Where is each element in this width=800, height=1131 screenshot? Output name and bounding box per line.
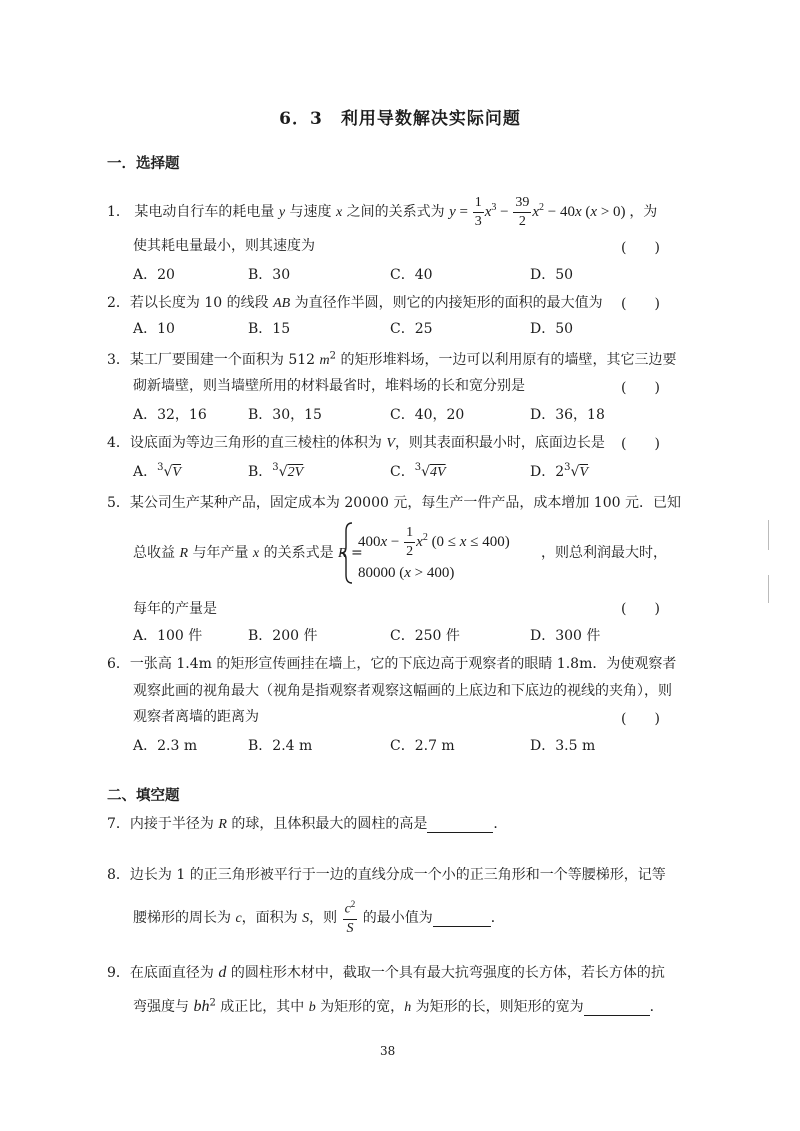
answer-paren: ( ): [621, 711, 660, 727]
piecewise-case-1: 400x − $\frac{1}{2}$ $x^2$ (0 ≤ x ≤ 400): [358, 525, 510, 559]
option-c: C．40: [390, 267, 433, 283]
question-2-text: 若以长度为 10 的线段 AB 为直径作半圆，则它的内接矩形的面积的最大值为: [129, 295, 603, 311]
fraction-one-third: $\frac{1}{3}$: [474, 195, 482, 229]
option-c: C．250 件: [390, 628, 460, 644]
question-8: 8．边长为 1 的正三角形被平行于一边的直线分成一个小的正三角形和一个等腰梯形，记等: [107, 867, 666, 883]
question-4: 4．设底面为等边三角形的直三棱柱的体积为 V，则其表面积最小时，底面边长是: [107, 435, 605, 451]
fraction-one-half: $\frac{1}{2}$: [406, 525, 414, 559]
question-8-line-2: 腰梯形的周长为 c，面积为 S，则 $\frac{c^2}{S}$ 的最小值为 ．: [133, 899, 505, 936]
option-d: D．36，18: [530, 407, 605, 423]
fraction-c2-over-s: $\frac{c^2}{S}$: [344, 899, 356, 936]
question-7: 7．内接于半径为 R 的球，且体积最大的圆柱的高是 ．: [107, 816, 508, 832]
fraction-39-half: $\frac{39}{2}$: [515, 195, 530, 229]
question-1-lead: 某电动自行车的耗电量 y 与速度 x 之间的关系式为: [134, 203, 445, 220]
option-a: A．20: [133, 267, 175, 283]
question-5-line-3: 每年的产量是: [133, 601, 217, 617]
answer-paren: ( ): [621, 296, 660, 312]
answer-paren: ( ): [621, 436, 660, 452]
option-b: B．15: [248, 321, 291, 337]
answer-blank: [584, 999, 650, 1016]
answer-paren: ( ): [621, 601, 660, 617]
option-d: D．$2^3√V$: [530, 462, 588, 480]
option-b: B．30，15: [248, 407, 322, 423]
answer-blank: [427, 816, 493, 833]
option-d: D．300 件: [530, 628, 601, 644]
question-5-line-1: 某公司生产某种产品，固定成本为 20000 元，每生产一件产品，成本增加 100 元．已知: [129, 495, 681, 511]
option-c: C．2.7 m: [390, 738, 455, 754]
answer-paren: ( ): [621, 240, 660, 256]
page-title: 6．3 利用导数解决实际问题: [279, 109, 521, 129]
option-c: C．$^3$√4V: [390, 462, 446, 480]
question-1-line-2: 使其耗电量最小，则其速度为: [133, 238, 315, 254]
scan-artifact: [768, 520, 769, 550]
question-4-text: 设底面为等边三角形的直三棱柱的体积为 V，则其表面积最小时，底面边长是: [129, 435, 605, 451]
page-number: 38: [380, 1044, 396, 1058]
question-6: 6．一张高 1.4m 的矩形宣传画挂在墙上，它的下底边高于观察者的眼睛 1.8m．为使观察者: [107, 656, 677, 672]
option-b: B．2.4 m: [248, 738, 313, 754]
option-d: D．3.5 m: [530, 738, 596, 754]
question-9-line-2: 弯强度与 $bh^2$ 成正比，其中 b 为矩形的宽，h 为矩形的长，则矩形的宽为 ．: [133, 997, 664, 1015]
brace-icon: [340, 521, 354, 585]
question-6-line-1: 一张高 1.4m 的矩形宣传画挂在墙上，它的下底边高于观察者的眼睛 1.8m．为使观察者: [129, 656, 677, 672]
question-9-line-1: 在底面直径为 d 的圆柱形木材中，截取一个具有最大抗弯强度的长方体，若长方体的抗: [129, 964, 665, 981]
question-number: 1．: [107, 203, 130, 220]
question-9: 9．在底面直径为 d 的圆柱形木材中，截取一个具有最大抗弯强度的长方体，若长方体的抗: [107, 964, 665, 981]
question-6-line-3: 观察者离墙的距离为: [133, 709, 259, 725]
question-5-line-2-tail: ，则总利润最大时，: [541, 545, 667, 561]
option-a: A．32，16: [133, 407, 207, 423]
question-2: 2．若以长度为 10 的线段 AB 为直径作半圆，则它的内接矩形的面积的最大值为: [107, 295, 603, 311]
option-a: A．100 件: [133, 628, 203, 644]
option-c: C．25: [390, 321, 433, 337]
question-1: 1． 某电动自行车的耗电量 y 与速度 x 之间的关系式为 y = $\frac{1}{3}$ $x^3$ − $\frac{39}{2}$ $x^2 - 40x$ (x > 0) ，为: [107, 195, 658, 229]
scan-artifact: [768, 575, 769, 603]
section-heading-choice: 一．选择题: [107, 155, 180, 172]
question-1-formula: y = $\frac{1}{3}$ $x^3$ − $\frac{39}{2}$ $x^2 - 40x$ (x > 0): [449, 195, 630, 229]
answer-paren: ( ): [621, 380, 660, 396]
question-9-line-2-text: 弯强度与 $bh^2$ 成正比，其中 b 为矩形的宽，h 为矩形的长，则矩形的宽为: [133, 997, 584, 1015]
piecewise-case-2: 80000 (x > 400): [358, 565, 455, 581]
option-d: D．50: [530, 321, 574, 337]
answer-blank: [433, 910, 491, 927]
option-b: B．$^3$√2V: [248, 462, 304, 480]
question-8-line-1: 边长为 1 的正三角形被平行于一边的直线分成一个小的正三角形和一个等腰梯形，记等: [129, 867, 666, 883]
question-8-line-2-lead: 腰梯形的周长为 c，面积为 S，则: [133, 909, 338, 926]
question-3: 3．某工厂要围建一个面积为 512 $m^2$ 的矩形堆料场，一边可以利用原有的墙壁，其它三边要: [107, 350, 677, 368]
option-b: B．30: [248, 267, 291, 283]
question-7-text: 内接于半径为 R 的球，且体积最大的圆柱的高是: [129, 816, 428, 832]
option-a: A．2.3 m: [133, 738, 198, 754]
section-heading-fill: 二、填空题: [107, 787, 180, 804]
option-a: A．10: [133, 321, 175, 337]
option-b: B．200 件: [248, 628, 318, 644]
question-5-line-2-lead: 总收益 R 与年产量 x 的关系式是 R =: [133, 545, 363, 561]
option-a: A．$^3$√V: [133, 462, 181, 480]
question-6-line-2: 观察此画的视角最大（视角是指观察者观察这幅画的上底边和下底边的视线的夹角），则: [133, 683, 672, 699]
question-3-line-2: 砌新墙壁，则当墙壁所用的材料最省时，堆料场的长和宽分别是: [133, 378, 525, 394]
option-d: D．50: [530, 267, 574, 283]
question-5: 5．某公司生产某种产品，固定成本为 20000 元，每生产一件产品，成本增加 100 元．已知: [107, 495, 681, 511]
question-3-line-1: 某工厂要围建一个面积为 512 $m^2$ 的矩形堆料场，一边可以利用原有的墙壁，其它三边要: [129, 350, 677, 368]
option-c: C．40，20: [390, 407, 465, 423]
